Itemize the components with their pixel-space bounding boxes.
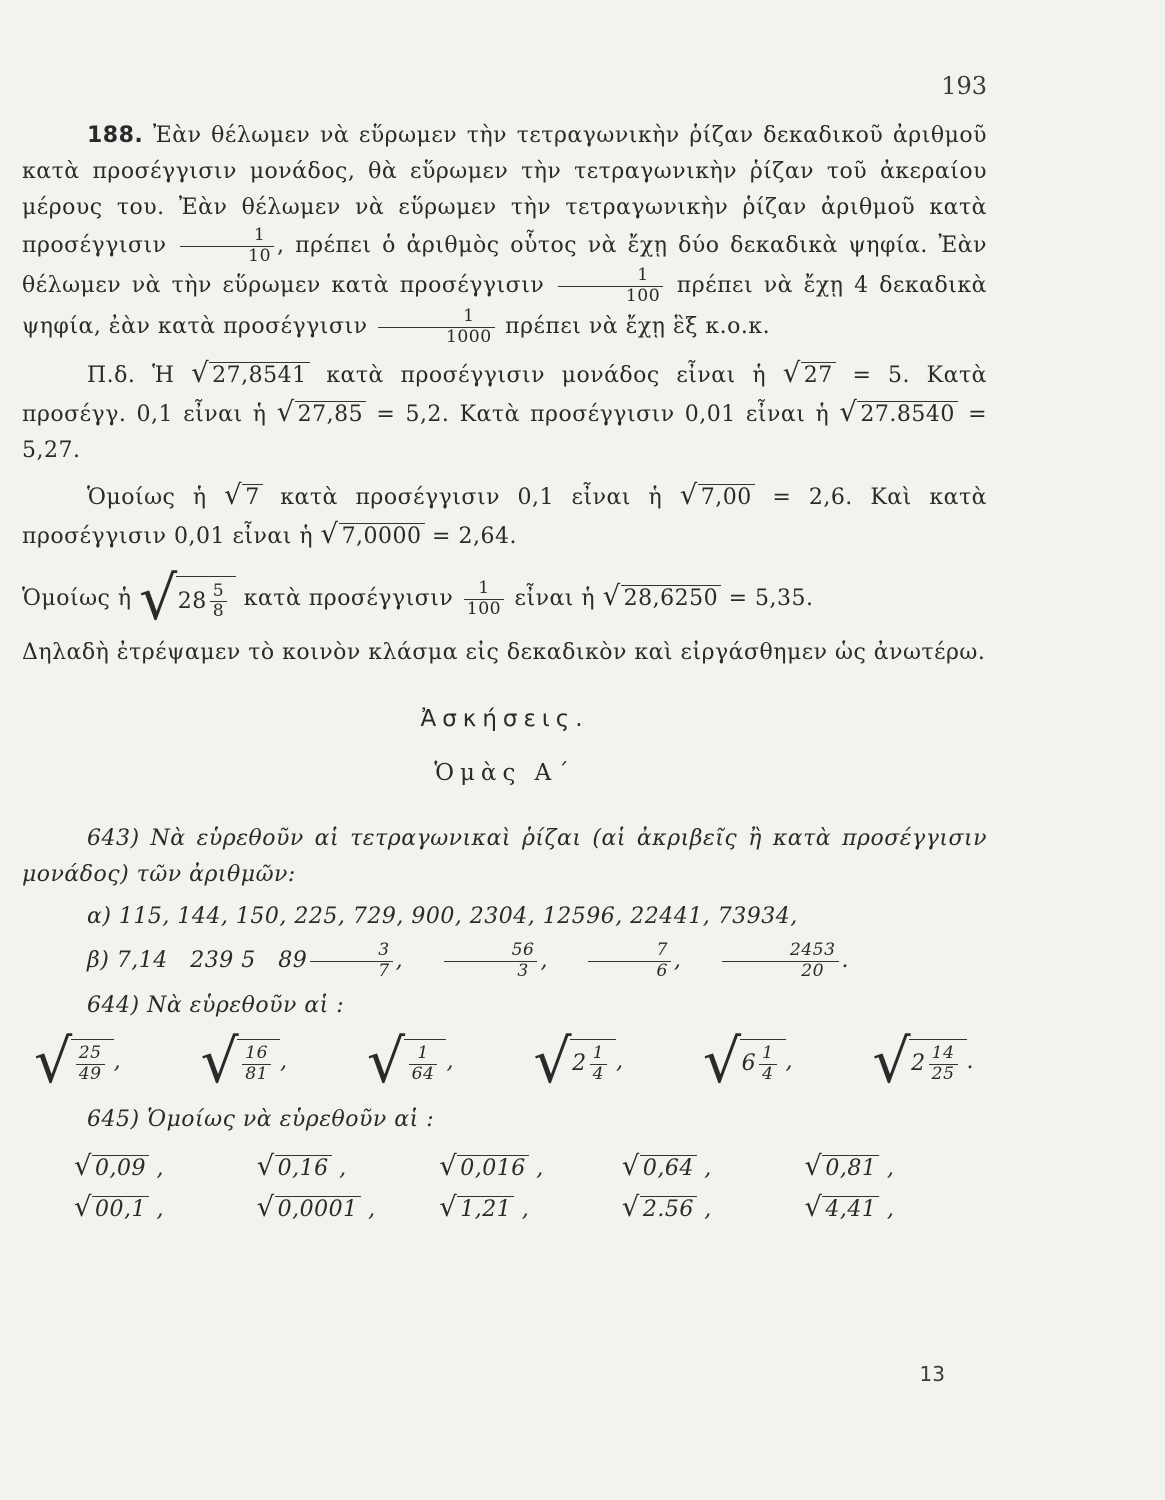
denominator: 20	[801, 961, 825, 982]
fraction	[242, 1044, 271, 1084]
square-root	[276, 396, 367, 429]
text: Π.δ. Ἡ	[87, 363, 175, 389]
radical-expression	[702, 1026, 794, 1097]
text: εἶναι ἡ	[514, 586, 596, 612]
radicand: 0,16	[275, 1155, 332, 1181]
exercise-643-a: α) 115, 144, 150, 225, 729, 900, 2304, 12596, 22441, 73934,	[87, 904, 798, 930]
sqrt-item: √ 0,64 ,	[621, 1149, 712, 1182]
numerator: 3	[310, 941, 392, 962]
numerator: 1	[180, 226, 274, 247]
fraction	[464, 579, 504, 619]
radicand	[570, 1039, 616, 1084]
radical-expression	[872, 1026, 974, 1097]
denominator: 64	[411, 1063, 435, 1084]
numerator: 16	[242, 1044, 271, 1065]
denominator: 49	[78, 1063, 102, 1084]
radicand: 28,6250	[621, 585, 721, 611]
denominator: 4	[762, 1063, 774, 1084]
radical-icon: √	[533, 1026, 573, 1097]
radicand	[176, 576, 236, 623]
text: = 2,6. Καὶ κατὰ προσέγγισιν 0,01 εἶναι ἡ	[22, 485, 987, 550]
radical-icon: √	[139, 564, 178, 635]
whole-part: 28	[177, 588, 207, 614]
radicand: 0,81	[822, 1155, 879, 1181]
whole-part: 6	[741, 1051, 757, 1077]
punctuation: .	[966, 1048, 974, 1074]
denominator: 81	[245, 1063, 269, 1084]
fraction	[590, 1044, 607, 1084]
conclusion: Δηλαδὴ ἐτρέψαμεν τὸ κοινὸν κλάσμα εἰς δεκαδικὸν καὶ εἰργάσθημεν ὡς ἀνωτέρω.	[22, 640, 986, 666]
sqrt-item: √ 0,09 ,	[74, 1149, 165, 1182]
radicand	[909, 1039, 966, 1084]
radical-icon: √	[34, 1026, 73, 1097]
numerator: 25	[76, 1044, 105, 1065]
fraction	[378, 307, 495, 347]
square-root	[224, 479, 263, 512]
punctuation: ,	[616, 1048, 624, 1074]
text: κατὰ προσέγγισιν μονάδος εἶναι ἡ	[326, 363, 767, 389]
radical-expression	[200, 1026, 288, 1097]
radical-icon: √	[702, 1026, 742, 1097]
similar-paragraph-1	[22, 477, 987, 555]
square-root	[602, 580, 722, 613]
denominator: 4	[592, 1063, 605, 1084]
page-body	[22, 118, 987, 1228]
radical-icon: √	[366, 1026, 406, 1097]
radical-icon: √	[74, 1149, 93, 1182]
radical-icon: √	[621, 1190, 640, 1223]
text: = 5. Κατὰ προσέγγ. 0,1 εἶναι ἡ	[22, 363, 987, 428]
radical-icon: √	[256, 1190, 275, 1223]
radicand: 7	[242, 484, 263, 510]
radicand: 27	[801, 362, 836, 388]
sqrt-item: √ 4,41 ,	[804, 1190, 895, 1223]
numerator: 1	[590, 1044, 607, 1065]
text: = 5,2. Κατὰ προσέγγισιν 0,01 εἶναι ἡ	[376, 402, 830, 428]
radical-icon: √	[621, 1149, 640, 1182]
exercises-heading: Ἀσκήσεις.	[420, 706, 589, 733]
numerator: 5	[210, 582, 227, 603]
fraction	[76, 1044, 105, 1084]
numerator: 7	[588, 941, 670, 962]
radical-icon: √	[276, 396, 295, 429]
exercise-645-list	[74, 1148, 987, 1228]
denominator: 6	[656, 961, 668, 982]
radicand: 7,00	[698, 484, 755, 510]
radical-icon: √	[804, 1149, 823, 1182]
radicand: 7,0000	[339, 523, 425, 549]
paragraph-188	[22, 118, 987, 347]
radical-expression	[533, 1026, 624, 1097]
text: = 2,64.	[432, 524, 517, 550]
numerator: 14	[929, 1044, 958, 1065]
exercise-644-list	[34, 1026, 974, 1097]
radicand: 1,21	[457, 1196, 514, 1222]
radical-icon: √	[439, 1190, 458, 1223]
radicand: 27,8541	[209, 362, 309, 388]
fraction	[180, 226, 274, 266]
section-number: 188.	[87, 123, 144, 148]
numerator: 1	[558, 266, 663, 287]
radical-expression	[366, 1026, 454, 1097]
radical-icon: √	[200, 1026, 240, 1097]
signature-mark: 13	[919, 1362, 945, 1386]
similar-paragraph-2	[22, 564, 987, 635]
radical-icon: √	[872, 1026, 912, 1097]
denominator: 10	[248, 245, 272, 266]
fraction	[759, 1044, 776, 1084]
text: β) 7,14 239 5	[87, 948, 256, 974]
radicand	[404, 1039, 447, 1084]
radical-icon: √	[256, 1149, 275, 1182]
square-root	[679, 479, 755, 512]
square-root	[839, 396, 958, 429]
denominator: 100	[625, 286, 661, 307]
text: = 5,27.	[22, 402, 988, 464]
punctuation: ,	[280, 1048, 288, 1074]
punctuation: ,	[446, 1048, 454, 1074]
square-root	[191, 357, 310, 390]
denominator: 1000	[445, 326, 492, 347]
text: κατὰ προσέγγισιν 0,1 εἶναι ἡ	[280, 485, 663, 511]
radicand: 0,016	[457, 1155, 528, 1181]
fraction	[210, 582, 227, 622]
exercise-644-title: 644) Νὰ εὑρεθοῦν αἱ :	[87, 992, 345, 1018]
denominator: 8	[212, 601, 225, 622]
radical-icon: √	[839, 396, 858, 429]
numerator: 1	[378, 307, 495, 328]
radicand: 0,0001	[275, 1196, 361, 1222]
radicand: 27.8540	[857, 401, 957, 427]
whole-part: 2	[911, 1051, 926, 1077]
text: Ἐὰν θέλωμεν νὰ εὕρωμεν τὴν τετραγωνικὴν ῥίζαν δεκαδικοῦ ἀριθμοῦ κατὰ προσέγγισιν μονάδος, θὰ εὕρωμεν τὴν τετραγωνικὴν ῥίζαν τοῦ ἀκεραίου μέρους του. Ἐὰν θέλωμεν νὰ εὕρωμεν τὴν τετραγωνικὴν ῥίζαν ἀριθμοῦ κατὰ προσέγγισιν	[22, 123, 987, 259]
fraction	[409, 1044, 438, 1084]
text: = 5,35.	[728, 586, 814, 612]
whole-part: 2	[572, 1051, 587, 1077]
group-heading: Ὁμὰς Α΄	[434, 760, 575, 787]
punctuation: ,	[785, 1048, 794, 1074]
sqrt-item: √ 0,016 ,	[439, 1149, 544, 1182]
whole-part: 89	[278, 948, 308, 974]
radicand: 4,41	[822, 1196, 879, 1222]
sqrt-item: √ 1,21 ,	[439, 1190, 530, 1223]
text: , πρέπει ὁ ἀριθμὸς οὗτος νὰ ἔχῃ δύο δεκαδικὰ ψηφία. Ἐὰν θέλωμεν νὰ τὴν εὕρωμεν κατὰ προσέγγισιν	[22, 233, 987, 299]
numerator: 1	[759, 1044, 776, 1065]
fraction	[588, 941, 670, 981]
fraction	[722, 941, 839, 981]
square-root	[782, 357, 836, 390]
fraction	[444, 941, 538, 981]
radicand: 00,1	[92, 1196, 149, 1222]
radical-icon: √	[804, 1190, 823, 1223]
page-number: 193	[941, 72, 987, 100]
radical-icon: √	[679, 479, 698, 512]
fraction	[310, 941, 392, 981]
radical-expression	[34, 1026, 122, 1097]
radical-icon: √	[602, 580, 621, 613]
sqrt-item: √ 00,1 ,	[74, 1190, 165, 1223]
text: κατὰ προσέγγισιν	[243, 586, 454, 612]
radicand	[740, 1039, 786, 1084]
fraction	[929, 1044, 958, 1084]
exercise-645-title: 645) Ὁμοίως νὰ εὑρεθοῦν αἱ :	[87, 1106, 435, 1132]
radical-icon: √	[439, 1149, 458, 1182]
exercise-643-title: 643) Νὰ εὑρεθοῦν αἱ τετραγωνικαὶ ῥίζαι (αἱ ἀκριβεῖς ἢ κατὰ προσέγγισιν μονάδος) τῶν ἀριθμῶν:	[22, 826, 987, 888]
text: πρέπει νὰ ἔχῃ ἓξ κ.ο.κ.	[505, 314, 771, 340]
denominator: 25	[931, 1063, 955, 1084]
radicand	[71, 1039, 114, 1084]
example-paragraph	[22, 355, 987, 469]
numerator: 56	[444, 941, 538, 962]
radicand: 0,09	[92, 1155, 149, 1181]
radical-icon: √	[782, 357, 801, 390]
square-root	[320, 518, 425, 551]
exercise-643-b: β) 7,14 239 5 89 $\frac{3}{7}$ , $\frac{56}{3}$ , $\frac{7}{6}$ , $\frac{2453}{20}$ .	[87, 940, 849, 982]
punctuation: ,	[113, 1048, 122, 1074]
radicand	[237, 1039, 280, 1084]
sqrt-item: √ 0,16 ,	[256, 1149, 347, 1182]
square-root	[139, 564, 236, 635]
radical-icon: √	[320, 518, 339, 551]
radical-icon: √	[74, 1190, 93, 1223]
denominator: 3	[517, 961, 529, 982]
radicand: 2.56	[640, 1196, 697, 1222]
numerator: 1	[409, 1044, 438, 1065]
sqrt-item: √ 2.56 ,	[621, 1190, 712, 1223]
radical-icon: √	[191, 357, 210, 390]
text: Ὁμοίως ἡ	[22, 586, 132, 612]
numerator: 2453	[722, 941, 839, 962]
numerator: 1	[464, 579, 504, 600]
radicand: 27,85	[295, 401, 366, 427]
sqrt-item: √ 0,81 ,	[804, 1149, 895, 1182]
fraction	[558, 266, 663, 306]
text: πρέπει νὰ ἔχῃ 4 δεκαδικὰ ψηφία, ἐὰν κατὰ προσέγγισιν	[22, 273, 987, 340]
text: Ὁμοίως ἡ	[87, 485, 207, 511]
denominator: 7	[378, 961, 390, 982]
sqrt-item: √ 0,0001 ,	[256, 1190, 376, 1223]
radical-icon: √	[224, 479, 243, 512]
denominator: 100	[466, 598, 502, 619]
radicand: 0,64	[640, 1155, 697, 1181]
